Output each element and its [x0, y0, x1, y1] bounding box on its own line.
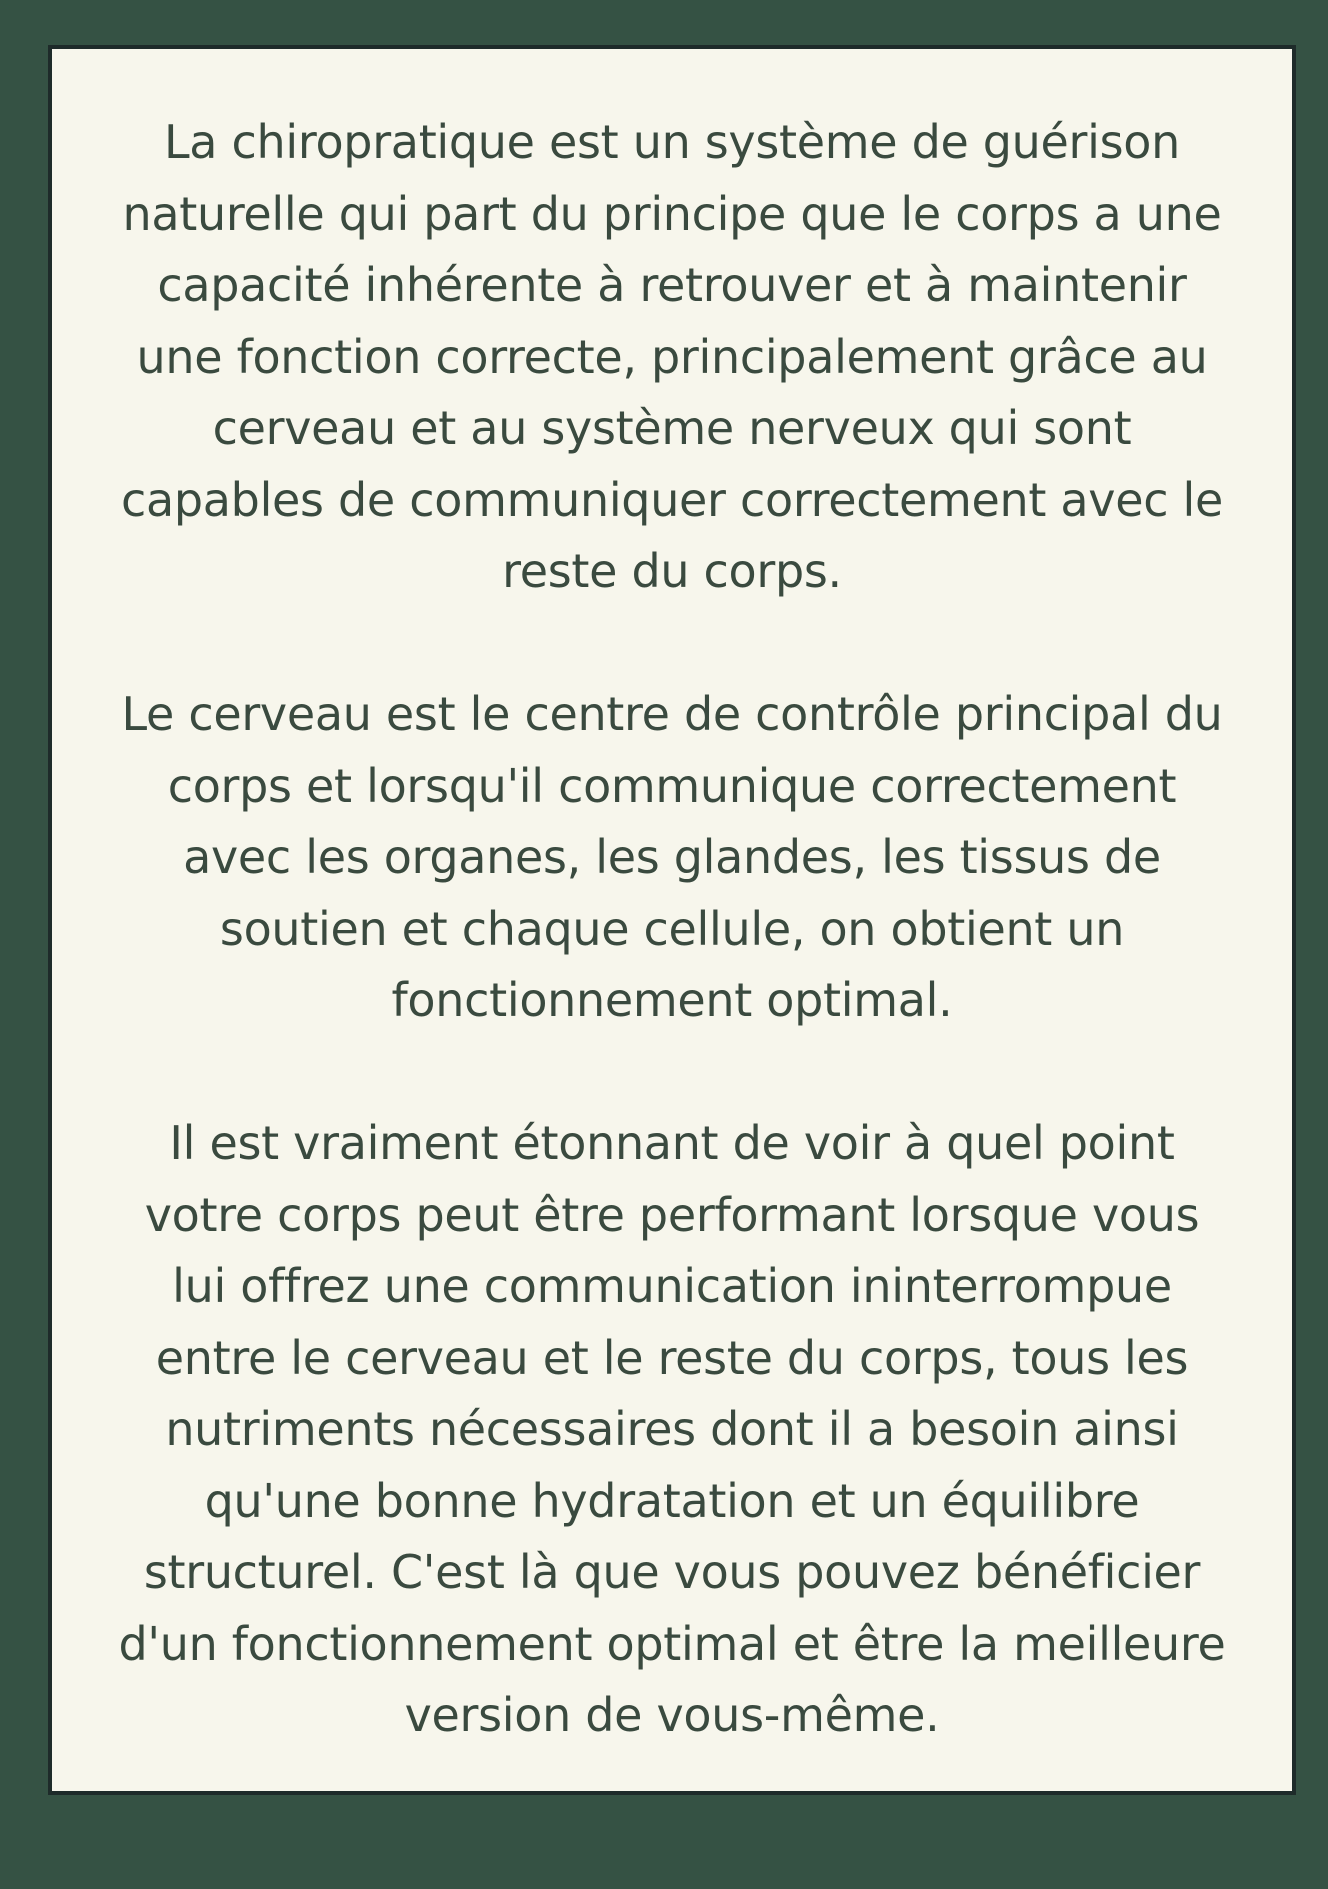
- body-text: [112, 107, 1232, 1752]
- paragraph-optimal-performance: Il est vraiment étonnant de voir à quel point votre corps peut être performant lorsque vous lui offrez une communication ininterrompue entre le cerveau et le reste du corps, tous les nutriments nécessaires dont il a besoin ainsi qu'une bonne hydratation et un équilibre structurel. C'est là que vous pouvez bénéficier d'un fonctionnement optimal et être la meilleure version de vous-même.: [118, 1116, 1226, 1742]
- paragraph-chiropractic-definition: La chiropratique est un système de guérison naturelle qui part du principe que le corps a une capacité inhérente à retrouver et à maintenir une fonction correcte, principalement grâce au cerveau et au système nerveux qui sont capables de communiquer correctement avec le reste du corps.: [121, 115, 1223, 598]
- paragraph-brain-control-center: Le cerveau est le centre de contrôle principal du corps et lorsqu'il communique correctement avec les organes, les glandes, les tissus de soutien et chaque cellule, on obtient un fonctionnement optimal.: [121, 687, 1223, 1027]
- text-panel: [48, 45, 1296, 1795]
